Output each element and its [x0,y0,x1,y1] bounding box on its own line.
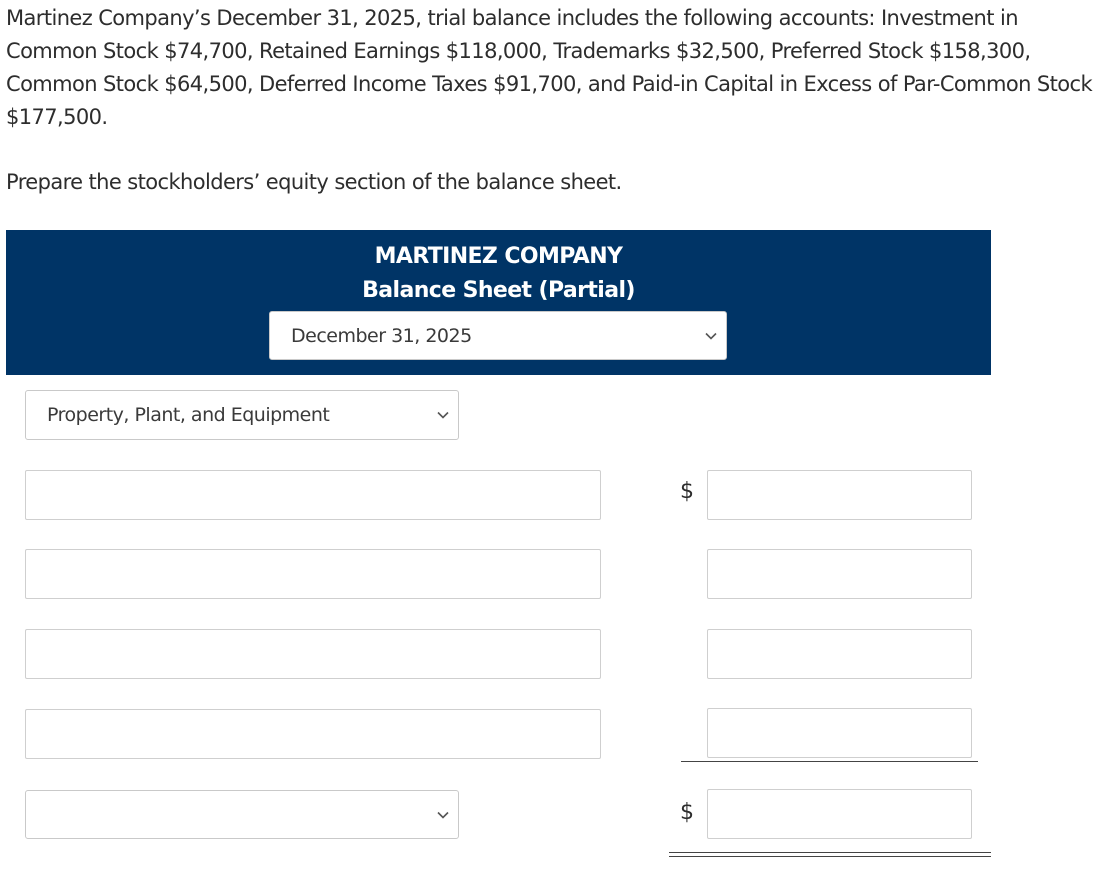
amount-input-1[interactable] [707,470,972,520]
subtotal-rule [681,761,978,762]
section-heading-value: Property, Plant, and Equipment [47,404,330,426]
statement-header [6,230,991,375]
account-name-input-4[interactable] [25,709,601,759]
currency-symbol-total: $ [680,800,694,825]
statement-title: Balance Sheet (Partial) [362,278,635,303]
amount-input-4[interactable] [707,708,972,758]
section-heading-select[interactable] [25,390,459,440]
date-select-value: December 31, 2025 [291,324,472,347]
amount-input-3[interactable] [707,629,972,679]
currency-symbol-1: $ [680,479,694,504]
date-select[interactable] [269,311,727,360]
account-name-input-2[interactable] [25,549,601,599]
instruction-text: Prepare the stockholders’ equity section of the balance sheet. [6,170,622,194]
total-amount-input[interactable] [707,789,972,839]
total-double-rule-top [669,852,991,853]
account-name-input-1[interactable] [25,470,601,520]
total-double-rule-bottom [669,856,991,857]
chevron-down-icon [437,411,449,419]
amount-input-2[interactable] [707,549,972,599]
chevron-down-icon [705,332,717,340]
total-label-select[interactable] [25,790,459,839]
chevron-down-icon [437,811,449,819]
account-name-input-3[interactable] [25,629,601,679]
question-text: Martinez Company’s December 31, 2025, trial balance includes the following accounts: Investment in Common Stock $74,700, Retained Earnings $118,000, Trademarks $32,500, Preferred Stock $158,300, Common Stock $64,500, Deferred Income Taxes $91,700, and Paid-in Capital in Excess of Par-Common Stock $177,500. [6,6,1093,129]
company-name: MARTINEZ COMPANY [374,244,623,269]
